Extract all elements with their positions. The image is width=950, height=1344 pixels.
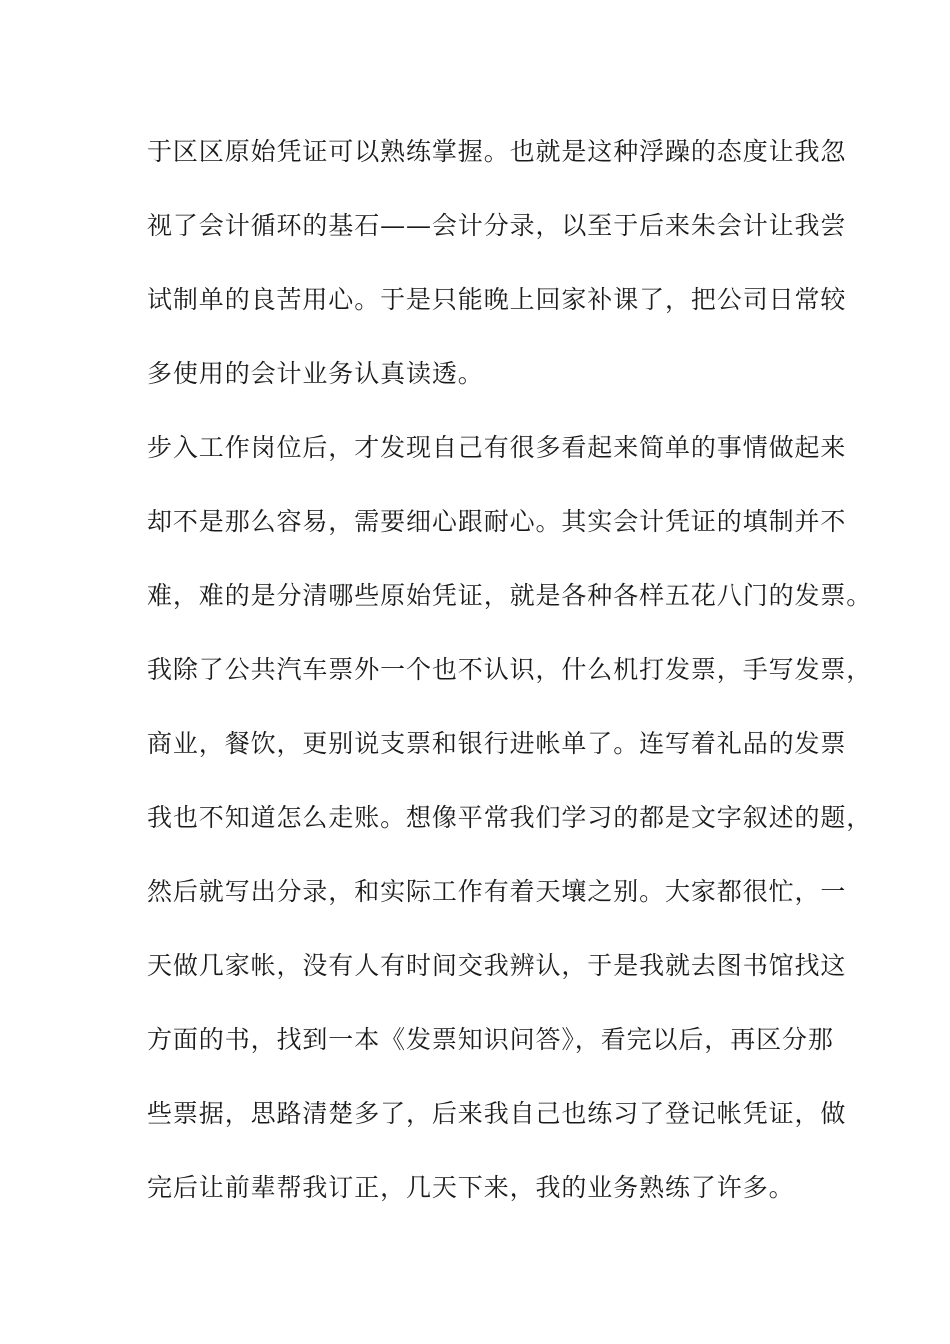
- text-line: 却不是那么容易，需要细心跟耐心。其实会计凭证的填制并不: [147, 507, 847, 536]
- text-line: 视了会计循环的基石——会计分录，以至于后来朱会计让我尝: [147, 211, 847, 240]
- text-line: 完后让前辈帮我订正，几天下来，我的业务熟练了许多。: [147, 1173, 795, 1202]
- text-line: 难，难的是分清哪些原始凭证，就是各种各样五花八门的发票。: [147, 581, 873, 610]
- text-line: 我也不知道怎么走账。想像平常我们学习的都是文字叙述的题，: [147, 803, 873, 832]
- text-line: 我除了公共汽车票外一个也不认识，什么机打发票，手写发票，: [147, 655, 873, 684]
- text-line: 天做几家帐，没有人有时间交我辨认，于是我就去图书馆找这: [147, 951, 847, 980]
- text-line: 步入工作岗位后，才发现自己有很多看起来简单的事情做起来: [147, 433, 847, 462]
- text-line: 些票据，思路清楚多了，后来我自己也练习了登记帐凭证，做: [147, 1099, 847, 1128]
- text-line: 然后就写出分录，和实际工作有着天壤之别。大家都很忙，一: [147, 877, 847, 906]
- text-line: 方面的书，找到一本《发票知识问答》，看完以后，再区分那: [147, 1025, 834, 1054]
- text-line: 商业，餐饮，更别说支票和银行进帐单了。连写着礼品的发票: [147, 729, 847, 758]
- text-line: 试制单的良苦用心。于是只能晚上回家补课了，把公司日常较: [147, 285, 847, 314]
- text-line: 多使用的会计业务认真读透。: [147, 359, 484, 388]
- text-line: 于区区原始凭证可以熟练掌握。也就是这种浮躁的态度让我忽: [147, 137, 847, 166]
